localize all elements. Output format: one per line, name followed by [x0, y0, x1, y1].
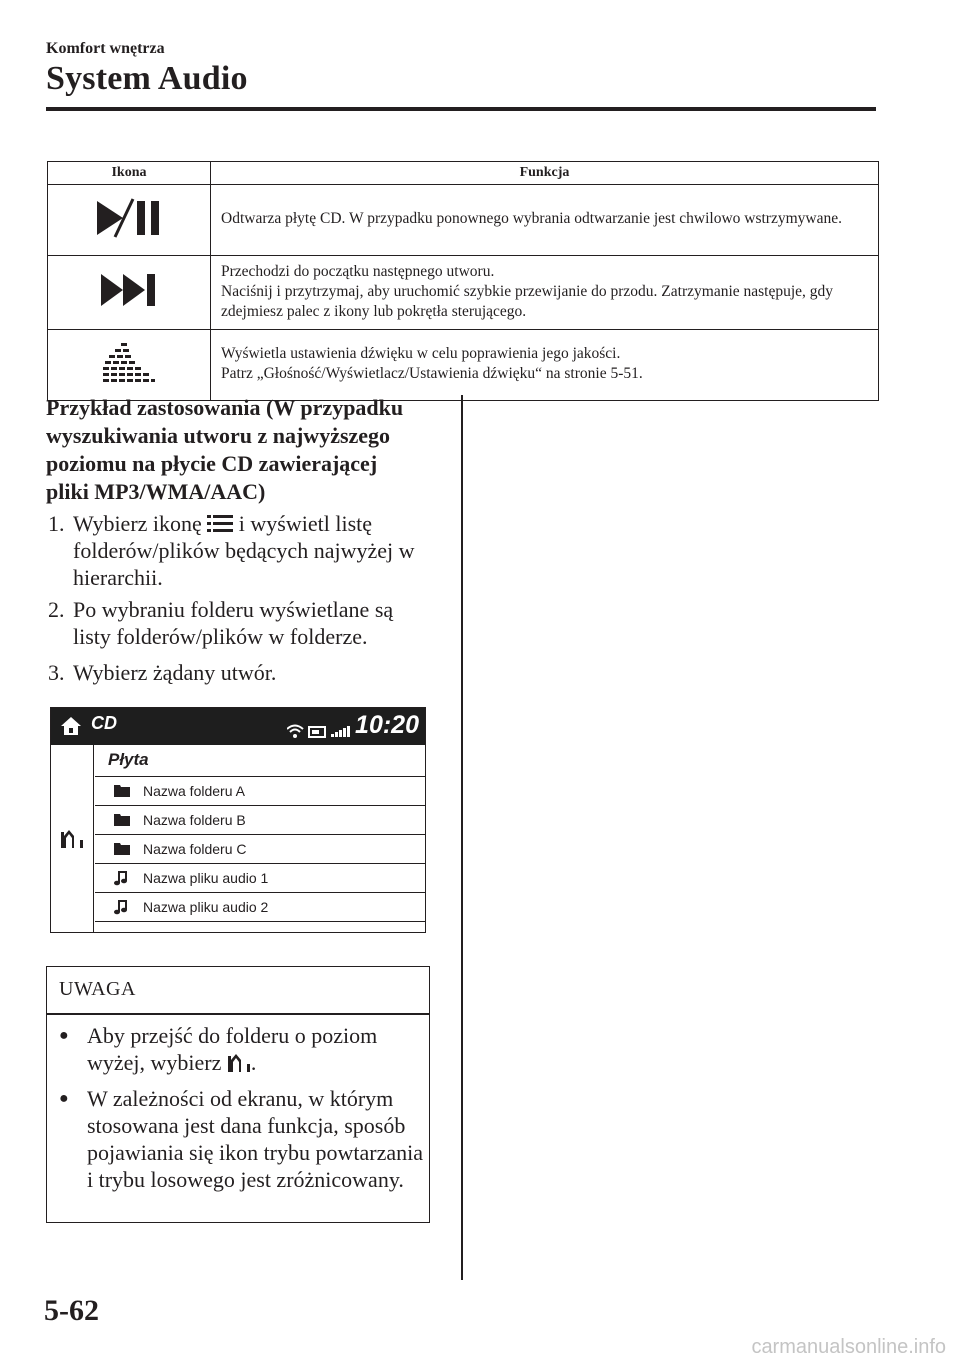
- heading-line: pliki MP3/WMA/AAC): [46, 479, 266, 504]
- note-box: [46, 966, 430, 1223]
- screen-source: CD: [91, 713, 117, 733]
- list-item-label: Nazwa folderu C: [143, 841, 247, 857]
- step-2: [48, 596, 448, 652]
- list-item-label: Nazwa folderu A: [143, 783, 245, 799]
- step-number: 1.: [48, 511, 65, 536]
- bullet-dot: ●: [59, 1027, 69, 1044]
- list-item[interactable]: [95, 864, 425, 893]
- list-item[interactable]: [95, 777, 425, 806]
- list-item[interactable]: [95, 893, 425, 922]
- step-text: Wybierz żądany utwór.: [73, 660, 277, 685]
- note-divider: [47, 1013, 429, 1015]
- function-text: Wyświetla ustawienia dźwięku w celu poprawienia jego jakości.: [221, 345, 621, 362]
- column-header-icon: Ikona: [48, 162, 211, 185]
- step-1: [48, 510, 448, 590]
- list-item-label: Nazwa folderu B: [143, 812, 246, 828]
- disc-label: Płyta: [108, 750, 149, 769]
- list-item[interactable]: [95, 835, 425, 864]
- skip-next-icon: [97, 270, 161, 310]
- heading-line: poziomu na płycie CD zawierającej: [46, 451, 378, 476]
- icon-function-table: [47, 161, 879, 401]
- heading-line: Przykład zastosowania (W przypadku: [46, 395, 404, 420]
- folder-icon: [114, 783, 130, 797]
- folder-up-icon[interactable]: [60, 829, 84, 849]
- function-text: Przechodzi do początku następnego utworu.: [221, 262, 495, 280]
- bullet-text: Aby przejść do folderu o poziom wyżej, wybierz: [87, 1023, 378, 1075]
- step-number: 2.: [48, 597, 65, 622]
- table-row: [48, 330, 879, 401]
- folder-icon: [114, 841, 130, 855]
- example-heading: [46, 394, 446, 506]
- step-text: folderów/plików będących najwyżej w hierarchii.: [73, 538, 415, 590]
- step-text: Po wybraniu folderu wyświetlane są listy folderów/plików w folderze.: [73, 597, 394, 649]
- bullet-text: W zależności od ekranu, w którym stosowana jest dana funkcja, sposób pojawiania się ikon trybu powtarzania i trybu losowego jest zróżnicowany.: [87, 1086, 424, 1192]
- column-divider: [461, 395, 463, 1280]
- bullet-dot: ●: [59, 1090, 69, 1107]
- step-text: i wyświetl listę: [238, 511, 373, 536]
- note-title: UWAGA: [59, 978, 136, 1000]
- list-icon: [207, 514, 233, 534]
- list-item[interactable]: [95, 806, 425, 835]
- function-text: Odtwarza płytę CD. W przypadku ponownego wybrania odtwarzanie jest chwilowo wstrzymywane.: [221, 210, 842, 227]
- table-row: [48, 256, 879, 330]
- table-row: [48, 185, 879, 256]
- title-rule: [46, 107, 876, 111]
- function-text: Naciśnij i przytrzymaj, aby uruchomić szybkie przewijanie do przodu. Zatrzymanie następuje, gdy zdejmiesz palec z ikony lub pokrętła sterującego.: [221, 282, 834, 320]
- note-bullet: [59, 1022, 429, 1078]
- heading-line: wyszukiwania utworu z najwyższego: [46, 423, 391, 448]
- page-number: 5-62: [44, 1294, 99, 1327]
- page-title: System Audio: [46, 60, 248, 97]
- music-note-icon: [114, 870, 128, 886]
- screen-status-bar: [51, 708, 425, 745]
- music-note-icon: [114, 899, 128, 915]
- function-text: Patrz „Głośność/Wyświetlacz/Ustawienia dźwięku“ na stronie 5-51.: [221, 365, 643, 382]
- column-header-function: Funkcja: [211, 162, 879, 185]
- cd-screen-illustration: [50, 707, 426, 933]
- status-icons: [287, 723, 351, 739]
- step-number: 3.: [48, 660, 65, 685]
- folder-up-icon: [227, 1053, 251, 1073]
- step-3: [48, 659, 448, 689]
- screen-clock: 10:20: [355, 711, 419, 739]
- bullet-text: .: [250, 1050, 257, 1075]
- home-icon: [60, 715, 82, 737]
- section-label: Komfort wnętrza: [46, 40, 165, 57]
- play-pause-icon: [93, 197, 165, 239]
- screen-disc-header: [95, 745, 425, 777]
- equalizer-icon: [101, 341, 157, 385]
- watermark: carmanualsonline.info: [751, 1336, 946, 1358]
- step-text: Wybierz ikonę: [73, 511, 202, 536]
- folder-icon: [114, 812, 130, 826]
- note-bullet: [59, 1085, 429, 1220]
- list-item-label: Nazwa pliku audio 1: [143, 870, 269, 886]
- list-item-label: Nazwa pliku audio 2: [143, 899, 269, 915]
